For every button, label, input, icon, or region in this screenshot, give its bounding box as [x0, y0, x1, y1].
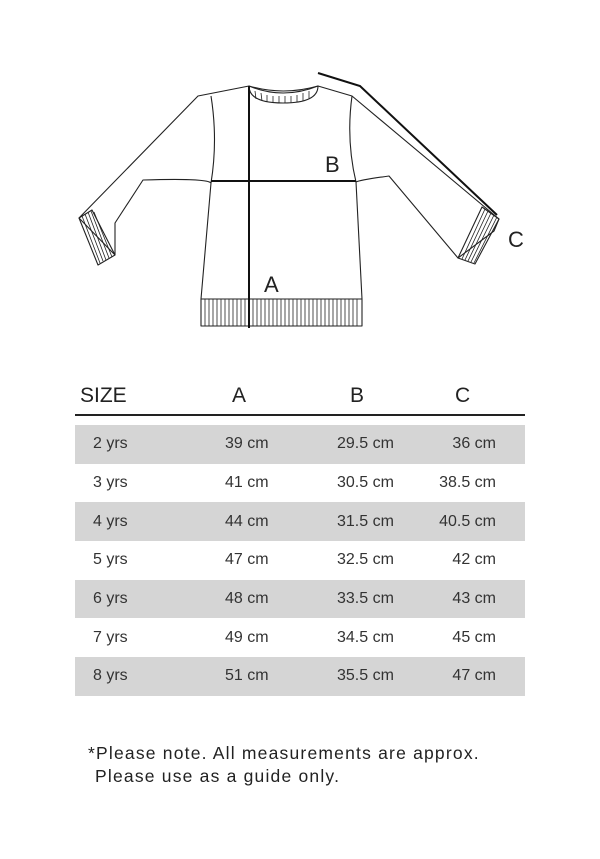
cell-b: 31.5 cm — [337, 512, 394, 530]
cell-size: 6 yrs — [93, 590, 128, 608]
cell-b: 32.5 cm — [337, 551, 394, 569]
cell-c: 45 cm — [452, 628, 496, 646]
size-chart-table — [75, 380, 525, 696]
cell-size: 4 yrs — [93, 512, 128, 530]
header-c: C — [455, 384, 471, 407]
table-row — [75, 580, 525, 619]
cell-size: 7 yrs — [93, 628, 128, 646]
cell-size: 5 yrs — [93, 551, 128, 569]
cell-c: 43 cm — [452, 590, 496, 608]
note-line-2: Please use as a guide only. — [95, 766, 341, 786]
table-row — [75, 618, 525, 657]
right-cuff — [458, 207, 499, 264]
table-header — [75, 380, 525, 416]
cell-a: 39 cm — [225, 435, 269, 453]
cell-c: 36 cm — [452, 435, 496, 453]
cell-size: 3 yrs — [93, 474, 128, 492]
label-b: B — [325, 152, 340, 177]
measurement-note — [88, 742, 480, 788]
cell-a: 51 cm — [225, 667, 269, 685]
sweater-diagram — [0, 0, 600, 340]
cell-c: 38.5 cm — [439, 474, 496, 492]
note-line-1: *Please note. All measurements are approx. — [88, 743, 480, 763]
table-row — [75, 502, 525, 541]
cell-b: 29.5 cm — [337, 435, 394, 453]
cell-a: 41 cm — [225, 474, 269, 492]
cell-c: 47 cm — [452, 667, 496, 685]
table-row — [75, 464, 525, 503]
cell-b: 34.5 cm — [337, 628, 394, 646]
table-row — [75, 541, 525, 580]
sweater-outline — [79, 86, 499, 299]
table-body — [75, 425, 525, 696]
cell-b: 33.5 cm — [337, 590, 394, 608]
cell-c: 42 cm — [452, 551, 496, 569]
cell-size: 2 yrs — [93, 435, 128, 453]
cell-a: 48 cm — [225, 590, 269, 608]
left-cuff — [79, 210, 115, 265]
cell-a: 44 cm — [225, 512, 269, 530]
cell-a: 47 cm — [225, 551, 269, 569]
cell-b: 30.5 cm — [337, 474, 394, 492]
cell-a: 49 cm — [225, 628, 269, 646]
table-row — [75, 657, 525, 696]
header-a: A — [232, 384, 247, 407]
label-c: C — [508, 227, 524, 252]
table-row — [75, 425, 525, 464]
label-a: A — [264, 272, 279, 297]
cell-c: 40.5 cm — [439, 512, 496, 530]
cell-size: 8 yrs — [93, 667, 128, 685]
header-size: SIZE — [80, 384, 127, 407]
cell-b: 35.5 cm — [337, 667, 394, 685]
header-b: B — [350, 384, 365, 407]
